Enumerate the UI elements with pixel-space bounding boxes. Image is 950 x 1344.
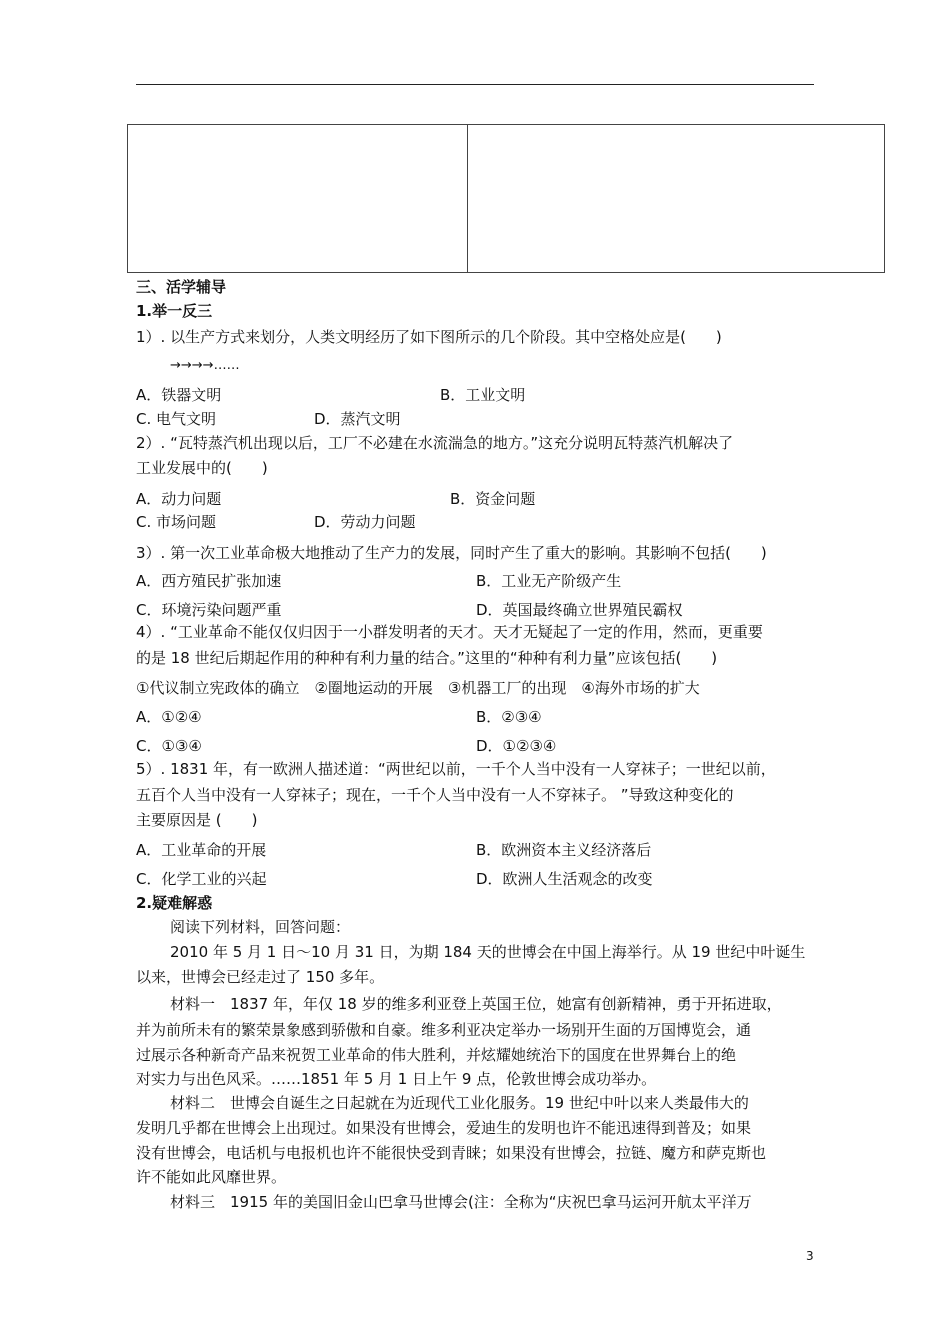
material-2-line1: 材料二 世博会自诞生之日起就在为近现代工业化服务。19 世纪中叶以来人类最伟大的: [170, 1094, 749, 1112]
table-divider: [467, 125, 468, 272]
q2-option-a: A．动力问题: [136, 490, 222, 508]
q1-stem: 1）. 以生产方式来划分，人类文明经历了如下图所示的几个阶段。其中空格处应是( ): [136, 328, 722, 346]
header-rule: [136, 84, 814, 85]
q5-option-b: B．欧洲资本主义经济落后: [476, 841, 652, 859]
page-number: 3: [806, 1249, 814, 1263]
material-1-line4: 对实力与出色风采。……1851 年 5 月 1 日上午 9 点，伦敦世博会成功举办。: [136, 1070, 657, 1088]
q4-stem-line1: 4）. “工业革命不能仅仅归因于一小群发明者的天才。天才无疑起了一定的作用，然而，更重要: [136, 623, 763, 641]
q5-option-c: C．化学工业的兴起: [136, 870, 267, 888]
q1-option-a: A．铁器文明: [136, 386, 222, 404]
q1-option-b: B．工业文明: [440, 386, 526, 404]
q1-option-c: C. 电气文明: [136, 410, 217, 428]
q3-option-c: C．环境污染问题严重: [136, 601, 282, 619]
material-2-line3: 没有世博会，电话机与电报机也许不能很快受到青睐；如果没有世博会，拉链、魔方和萨克斯也: [136, 1144, 767, 1162]
reading-p1-line2: 以来，世博会已经走过了 150 多年。: [136, 968, 385, 986]
section-heading: 三、活学辅导: [136, 278, 227, 296]
reading-p1-line1: 2010 年 5 月 1 日～10 月 31 日，为期 184 天的世博会在中国上海举行。从 19 世纪中叶诞生: [170, 943, 806, 961]
answer-table: [127, 124, 885, 273]
q5-option-d: D．欧洲人生活观念的改变: [476, 870, 653, 888]
q4-option-b: B．②③④: [476, 708, 542, 726]
q5-stem-line2: 五百个人当中没有一人穿袜子；现在，一千个人当中没有一人不穿袜子。 ”导致这种变化的: [136, 786, 734, 804]
q4-items: ①代议制立宪政体的确立 ②圈地运动的开展 ③机器工厂的出现 ④海外市场的扩大: [136, 679, 700, 697]
q3-option-a: A．西方殖民扩张加速: [136, 572, 282, 590]
material-2-line4: 许不能如此风靡世界。: [136, 1168, 287, 1186]
material-1-line3: 过展示各种新奇产品来祝贺工业革命的伟大胜利，并炫耀她统治下的国度在世界舞台上的绝: [136, 1046, 737, 1064]
q1-chain: →→→→……: [170, 358, 240, 373]
q5-option-a: A．工业革命的开展: [136, 841, 267, 859]
q2-option-c: C. 市场问题: [136, 513, 217, 531]
q4-option-a: A．①②④: [136, 708, 202, 726]
material-2-line2: 发明几乎都在世博会上出现过。如果没有世博会，爱迪生的发明也许不能迅速得到普及；如果: [136, 1119, 752, 1137]
q3-stem: 3）. 第一次工业革命极大地推动了生产力的发展，同时产生了重大的影响。其影响不包括( ): [136, 544, 767, 562]
material-1-line1: 材料一 1837 年，年仅 18 岁的维多利亚登上英国王位，她富有创新精神，勇于开拓进取，: [170, 995, 782, 1013]
subsection-heading-2: 2.疑难解惑: [136, 894, 213, 912]
q3-option-b: B．工业无产阶级产生: [476, 572, 622, 590]
q5-stem-line3: 主要原因是 ( ): [136, 811, 258, 829]
q2-option-b: B．资金问题: [450, 490, 536, 508]
q2-option-d: D．劳动力问题: [314, 513, 416, 531]
q3-option-d: D．英国最终确立世界殖民霸权: [476, 601, 683, 619]
q4-stem-line2: 的是 18 世纪后期起作用的种种有利力量的结合。”这里的“种种有利力量”应该包括( ): [136, 649, 718, 667]
material-3-line1: 材料三 1915 年的美国旧金山巴拿马世博会(注：全称为“庆祝巴拿马运河开航太平洋万: [170, 1193, 752, 1211]
q4-option-c: C．①③④: [136, 737, 202, 755]
q2-stem-line1: 2）. “瓦特蒸汽机出现以后，工厂不必建在水流湍急的地方。”这充分说明瓦特蒸汽机解决了: [136, 434, 734, 452]
reading-intro: 阅读下列材料，回答问题：: [170, 918, 351, 936]
q1-option-d: D．蒸汽文明: [314, 410, 401, 428]
q5-stem-line1: 5）. 1831 年，有一欧洲人描述道：“两世纪以前，一千个人当中没有一人穿袜子；一世纪以前，: [136, 760, 776, 778]
subsection-heading-1: 1.举一反三: [136, 302, 213, 320]
q4-option-d: D．①②③④: [476, 737, 557, 755]
q2-stem-line2: 工业发展中的( ): [136, 459, 268, 477]
material-1-line2: 并为前所未有的繁荣景象感到骄傲和自豪。维多利亚决定举办一场别开生面的万国博览会，通: [136, 1021, 752, 1039]
